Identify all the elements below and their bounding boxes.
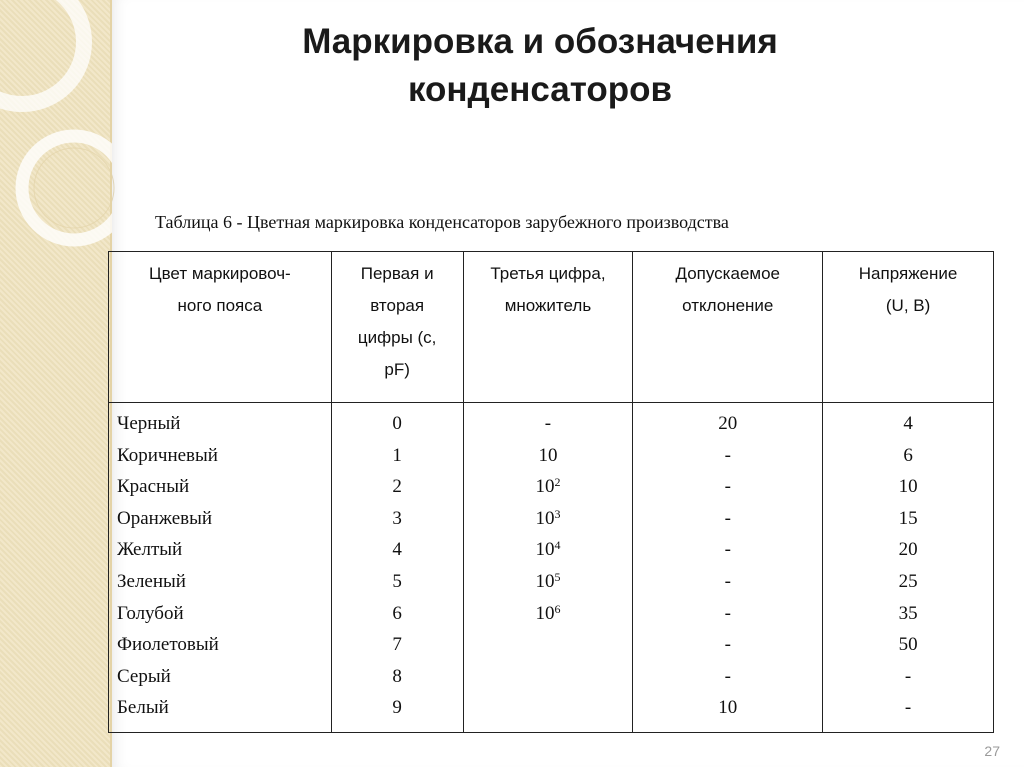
header-line: ного пояса: [177, 296, 263, 315]
voltage-cell: 4: [903, 413, 913, 434]
tolerance-cell: 20: [718, 413, 738, 434]
voltage-cell: 6: [903, 444, 913, 466]
multiplier-base: 10: [535, 602, 555, 624]
header-digits: [331, 252, 463, 403]
table-row: [109, 403, 994, 733]
header-line: отклонение: [682, 296, 774, 315]
multiplier-cell: [464, 408, 633, 440]
multiplier-cell: [464, 629, 633, 661]
header-color: [109, 252, 332, 403]
digit-cell: 9: [392, 697, 402, 719]
multiplier-cell: [464, 661, 633, 693]
header-line: (U, B): [885, 296, 931, 315]
tolerance-column: [633, 403, 823, 733]
color-name-cell: Желтый: [117, 539, 183, 561]
digit-cell: 1: [392, 444, 402, 466]
multiplier-cell: [464, 692, 633, 724]
multiplier-base: 10: [535, 476, 555, 498]
multiplier-cell: [464, 503, 633, 535]
color-name-cell: Оранжевый: [117, 507, 213, 529]
tolerance-cell: -: [724, 570, 731, 592]
digit-cell: 5: [392, 570, 402, 592]
color-name-cell: Серый: [117, 665, 171, 687]
header-line: pF): [384, 360, 410, 379]
voltage-cell: 10: [898, 476, 918, 498]
voltage-cell: -: [904, 665, 912, 687]
digit-cell: 7: [392, 634, 402, 656]
title-line-1: Маркировка и обозначения: [302, 22, 778, 61]
multiplier-base: 10: [535, 539, 555, 561]
color-name-cell: Красный: [117, 476, 190, 498]
multiplier-base: 10: [535, 507, 555, 529]
color-name-cell: Фиолетовый: [117, 634, 219, 656]
tolerance-cell: -: [724, 634, 731, 656]
tolerance-cell: -: [724, 665, 731, 687]
tolerance-cell: -: [724, 507, 731, 529]
title-line-2: конденсаторов: [407, 70, 673, 109]
multiplier-base: -: [544, 413, 552, 434]
table-header-row: [109, 252, 994, 403]
header-multiplier: [463, 252, 633, 403]
multiplier-base: 10: [538, 444, 558, 466]
tolerance-cell: -: [724, 476, 731, 498]
digits-column: [331, 403, 463, 733]
multiplier-exponent: 6: [554, 601, 561, 616]
header-line: вторая: [370, 296, 425, 315]
header-voltage: [823, 252, 994, 403]
header-line: Напряжение: [858, 264, 958, 283]
tolerance-cell: 10: [718, 697, 738, 719]
header-line: Первая и: [360, 264, 434, 283]
header-tolerance: [633, 252, 823, 403]
multiplier-cell: [464, 534, 633, 566]
multiplier-exponent: 2: [554, 475, 561, 490]
voltage-cell: 20: [898, 539, 918, 561]
table-caption: Таблица 6 - Цветная маркировка конденсаторов зарубежного производства: [155, 212, 729, 232]
slide-title: [150, 18, 930, 114]
multiplier-exponent: 5: [554, 569, 561, 584]
voltage-cell: 35: [898, 602, 918, 624]
header-line: Третья цифра,: [490, 264, 606, 283]
color-name-cell: Черный: [117, 413, 181, 434]
multiplier-base: 10: [535, 570, 555, 592]
digit-cell: 8: [392, 665, 402, 687]
page-number: 27: [984, 743, 1000, 759]
header-line: цифры (с,: [357, 328, 437, 347]
tolerance-cell: -: [724, 539, 731, 561]
tolerance-cell: -: [724, 602, 731, 624]
multiplier-cell: [464, 471, 633, 503]
color-name-cell: Коричневый: [117, 444, 218, 466]
header-line: Цвет маркировоч-: [149, 264, 291, 283]
voltage-column: [823, 403, 994, 733]
multiplier-cell: [464, 440, 633, 472]
capacitor-color-table: [108, 251, 994, 733]
voltage-cell: 50: [898, 634, 918, 656]
color-name-cell: Голубой: [117, 602, 184, 624]
header-line: Допускаемое: [675, 264, 780, 283]
multiplier-exponent: 4: [554, 538, 561, 553]
digit-cell: 6: [392, 602, 402, 624]
header-line: множитель: [504, 296, 592, 315]
multiplier-exponent: 3: [554, 506, 561, 521]
colors-column: [109, 403, 332, 733]
multiplier-cell: [464, 566, 633, 598]
multiplier-cell: [464, 598, 633, 630]
digit-cell: 3: [392, 507, 402, 529]
color-name-cell: Зеленый: [117, 570, 186, 592]
voltage-cell: 15: [898, 507, 918, 529]
tolerance-cell: -: [724, 444, 731, 466]
color-name-cell: Белый: [117, 697, 169, 719]
digit-cell: 0: [392, 413, 402, 434]
multiplier-column: [463, 403, 633, 733]
digit-cell: 4: [392, 539, 402, 561]
voltage-cell: 25: [898, 570, 918, 592]
digit-cell: 2: [392, 476, 402, 498]
voltage-cell: -: [904, 697, 912, 719]
